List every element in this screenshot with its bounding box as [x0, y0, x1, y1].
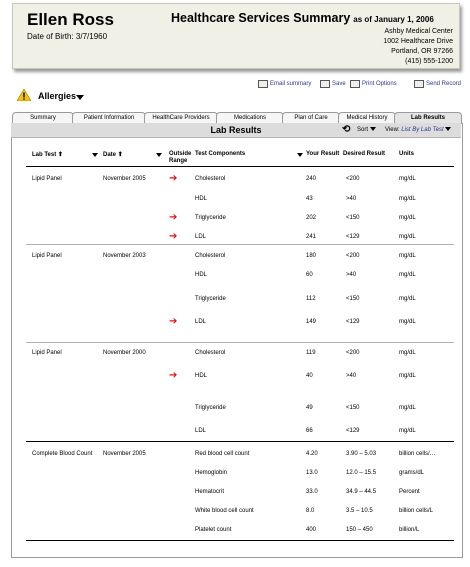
outside-range-arrow-icon: ➔ [169, 231, 178, 242]
outside-range-arrow-icon: ➔ [169, 316, 178, 327]
allergies-dropdown[interactable]: Allergies [38, 91, 77, 101]
row-group-divider [26, 342, 454, 343]
desired-result: <129 [346, 428, 360, 434]
lab-test-name: Lipid Panel [32, 253, 62, 259]
test-component: Triglyceride [195, 296, 226, 302]
result-units: mg/dL [399, 319, 416, 325]
your-result: 13.0 [306, 470, 318, 476]
result-units: billion cells/L [399, 508, 434, 514]
row-group-divider [26, 540, 454, 541]
outside-range-arrow-icon: ➔ [169, 212, 178, 223]
send-record-button[interactable] [414, 80, 461, 88]
your-result: 60 [306, 272, 313, 278]
lab-test-date: November 2005 [103, 451, 146, 457]
test-component: Platelet count [195, 527, 232, 533]
chevron-down-icon [370, 127, 376, 131]
row-group-divider [26, 244, 454, 245]
as-of-date: as of January 1, 2006 [353, 15, 434, 24]
your-result: 400 [306, 527, 317, 533]
test-component: HDL [195, 272, 208, 278]
desired-result: <150 [346, 296, 360, 302]
col-lab-test-label: Lab Test [32, 152, 57, 158]
send-record-label: Send Record [426, 81, 462, 87]
view-value: List By Lab Test [401, 127, 444, 133]
your-result: 33.0 [306, 489, 318, 495]
test-component: Triglyceride [195, 405, 226, 411]
tab-healthcare-providers[interactable]: HealthCare Providers [144, 112, 218, 124]
test-component: HDL [195, 196, 208, 202]
lab-results-panel [11, 123, 463, 558]
your-result: 112 [306, 296, 316, 302]
your-result: 49 [306, 405, 313, 411]
desired-result: <129 [346, 319, 360, 325]
result-units: mg/dL [399, 428, 416, 434]
desired-result: 34.9 – 44.5 [346, 489, 377, 495]
chevron-down-icon[interactable] [76, 95, 84, 100]
warning-icon [17, 89, 31, 101]
your-result: 8.0 [306, 508, 315, 514]
lab-test-date: November 2003 [103, 253, 146, 259]
send-icon [414, 80, 424, 88]
desired-result: 150 – 450 [346, 527, 373, 533]
result-units: mg/dL [399, 405, 416, 411]
email-icon [258, 80, 268, 88]
your-result: 66 [306, 428, 313, 434]
result-units: mg/dL [399, 350, 416, 356]
result-units: mg/dL [399, 373, 416, 379]
result-units: Percent [399, 489, 420, 495]
your-result: 119 [306, 350, 316, 356]
desired-result: <200 [346, 350, 360, 356]
tab-lab-results[interactable]: Lab Results [394, 112, 462, 124]
tab-medications[interactable]: Medications [216, 112, 284, 124]
save-button[interactable] [320, 80, 346, 88]
result-units: grams/dL [399, 470, 425, 476]
tab-plan-of-care[interactable]: Plan of Care [282, 112, 340, 124]
patient-dob: Date of Birth: 3/7/1960 [27, 32, 108, 41]
test-component: Triglyceride [195, 215, 226, 221]
chevron-down-icon [445, 127, 451, 131]
sort-up-icon: ⬆ [117, 152, 123, 158]
result-units: mg/dL [399, 215, 416, 221]
view-dropdown[interactable] [385, 127, 451, 133]
chevron-down-icon[interactable] [297, 153, 303, 157]
your-result: 180 [306, 253, 317, 259]
desired-result: 12.0 – 15.5 [346, 470, 377, 476]
desired-result: 3.90 – 5.03 [346, 451, 377, 457]
lab-test-name: Lipid Panel [32, 176, 62, 182]
result-units: mg/dL [399, 272, 416, 278]
chevron-down-icon[interactable] [156, 153, 162, 157]
save-label: Save [332, 81, 346, 87]
result-units: mg/dL [399, 296, 416, 302]
patient-name: Ellen Ross [27, 10, 114, 29]
test-component: LDL [195, 319, 207, 325]
lab-test-date: November 2000 [103, 350, 146, 356]
result-units: mg/dL [399, 196, 416, 202]
test-component: HDL [195, 373, 208, 379]
sort-label: Sort [357, 127, 369, 133]
outside-range-arrow-icon: ➔ [169, 173, 178, 184]
row-group-divider [26, 441, 454, 442]
test-component: White blood cell count [195, 508, 254, 514]
your-result: 43 [306, 196, 313, 202]
panel-title: Lab Results [210, 125, 262, 135]
test-component: Cholesterol [195, 350, 226, 356]
col-date-label: Date [103, 152, 117, 158]
view-label: View: [385, 127, 400, 133]
email-summary-label: Email summary [270, 81, 312, 87]
print-options-label: Print Options [362, 81, 397, 87]
summary-title-text: Healthcare Services Summary [171, 11, 351, 25]
lab-test-date: November 2005 [103, 176, 146, 182]
result-units: mg/dL [399, 176, 416, 182]
result-units: billion/L [399, 527, 420, 533]
your-result: 40 [306, 373, 313, 379]
lab-test-name: Complete Blood Count [32, 451, 93, 457]
desired-result: >40 [346, 373, 357, 379]
address-line-3: Portland, OR 97266 [391, 48, 453, 55]
result-units: mg/dL [399, 234, 416, 240]
desired-result: <150 [346, 215, 360, 221]
tab-summary[interactable]: Summary [12, 112, 74, 124]
your-result: 241 [306, 234, 317, 240]
col-date[interactable] [103, 151, 123, 158]
test-component: LDL [195, 428, 207, 434]
col-lab-test[interactable] [32, 151, 63, 158]
print-options-button[interactable] [350, 80, 397, 88]
header-divider [26, 166, 454, 167]
address-line-1: Ashby Medical Center [384, 28, 453, 35]
your-result: 149 [306, 319, 317, 325]
address-line-2: 1002 Healthcare Drive [383, 38, 453, 45]
col-outside-range: Outside Range [169, 151, 192, 164]
test-component: Cholesterol [195, 253, 226, 259]
desired-result: >40 [346, 196, 357, 202]
desired-result: <200 [346, 253, 360, 259]
refresh-icon[interactable]: ⟲ [342, 124, 351, 135]
your-result: 4.20 [306, 451, 318, 457]
email-summary-button[interactable] [258, 80, 311, 88]
desired-result: >40 [346, 272, 357, 278]
result-units: mg/dL [399, 253, 416, 259]
col-units: Units [399, 151, 414, 157]
tab-patient-information[interactable]: Patient Information [72, 112, 146, 124]
summary-title [171, 11, 434, 25]
col-your-result: Your Result [306, 151, 340, 157]
save-icon [320, 80, 330, 88]
tab-medical-history[interactable]: Medical History [338, 112, 396, 124]
col-test-components[interactable]: Test Components [195, 151, 246, 157]
your-result: 202 [306, 215, 317, 221]
outside-range-arrow-icon: ➔ [169, 370, 178, 381]
desired-result: <150 [346, 405, 360, 411]
test-component: Cholesterol [195, 176, 226, 182]
test-component: Hemoglobin [195, 470, 228, 476]
test-component: Red blood cell count [195, 451, 250, 457]
chevron-down-icon[interactable] [92, 153, 98, 157]
test-component: LDL [195, 234, 207, 240]
test-component: Hematocrit [195, 489, 225, 495]
your-result: 240 [306, 176, 317, 182]
print-icon [350, 80, 360, 88]
summary-header [12, 3, 460, 69]
result-units: billion cells/… [399, 451, 436, 457]
sort-dropdown[interactable] [357, 127, 376, 133]
sort-up-icon: ⬆ [57, 152, 63, 158]
desired-result: <129 [346, 234, 360, 240]
lab-test-name: Lipid Panel [32, 350, 62, 356]
address-line-4: (415) 555-1200 [405, 58, 453, 65]
desired-result: <200 [346, 176, 360, 182]
desired-result: 3.5 – 10.5 [346, 508, 373, 514]
col-desired-result: Desired Result [343, 151, 386, 157]
